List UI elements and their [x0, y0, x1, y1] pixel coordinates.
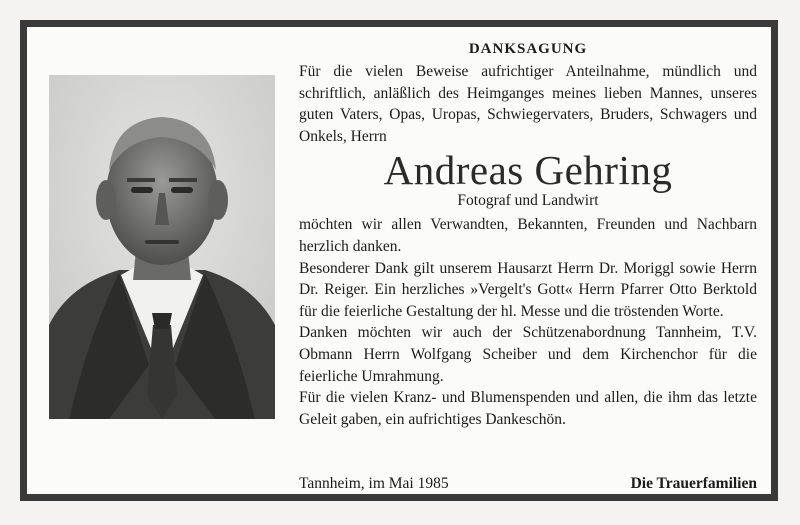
paragraph-thanks-doctors-priest: Besonderer Dank gilt unserem Hausarzt Herrn Dr. Moriggl sowie Herrn Dr. Reiger. Ein herzliches »Vergelt's Gott« Herrn Pfarrer Otto Berktold für die feierliche Gestaltung der hl. Messe und die tröstenden Worte.	[299, 259, 757, 320]
obituary-card	[20, 20, 778, 501]
paragraph-thanks-relatives: möchten wir allen Verwandten, Bekannten, Freunden und Nachbarn herzlich danken.	[299, 216, 757, 255]
place-date: Tannheim, im Mai 1985	[299, 475, 449, 492]
intro-paragraph: Für die vielen Beweise aufrichtiger Anteilnahme, mündlich und schriftlich, anläßlich des Heimganges meines lieben Mannes, unseres guten Vaters, Opas, Uropas, Schwiegervaters, Bruders, Schwagers und Onkels, Herrn	[299, 63, 757, 145]
paragraph-thanks-flowers: Für die vielen Kranz- und Blumenspenden und allen, die ihm das letzte Geleit gaben, ein aufrichtiges Dankeschön.	[299, 389, 757, 428]
heading: DANKSAGUNG	[468, 41, 588, 57]
portrait-photo	[49, 75, 275, 419]
signature: Die Trauerfamilien	[630, 475, 757, 492]
occupation: Fotograf und Landwirt	[457, 192, 599, 210]
deceased-name: Andreas Gehring	[383, 147, 673, 194]
paragraph-thanks-associations: Danken möchten wir auch der Schützenabordnung Tannheim, T.V. Obmann Herrn Wolfgang Scheiber und dem Kirchenchor für die feierliche Umrahmung.	[299, 324, 757, 385]
thank-you-text	[299, 37, 757, 430]
